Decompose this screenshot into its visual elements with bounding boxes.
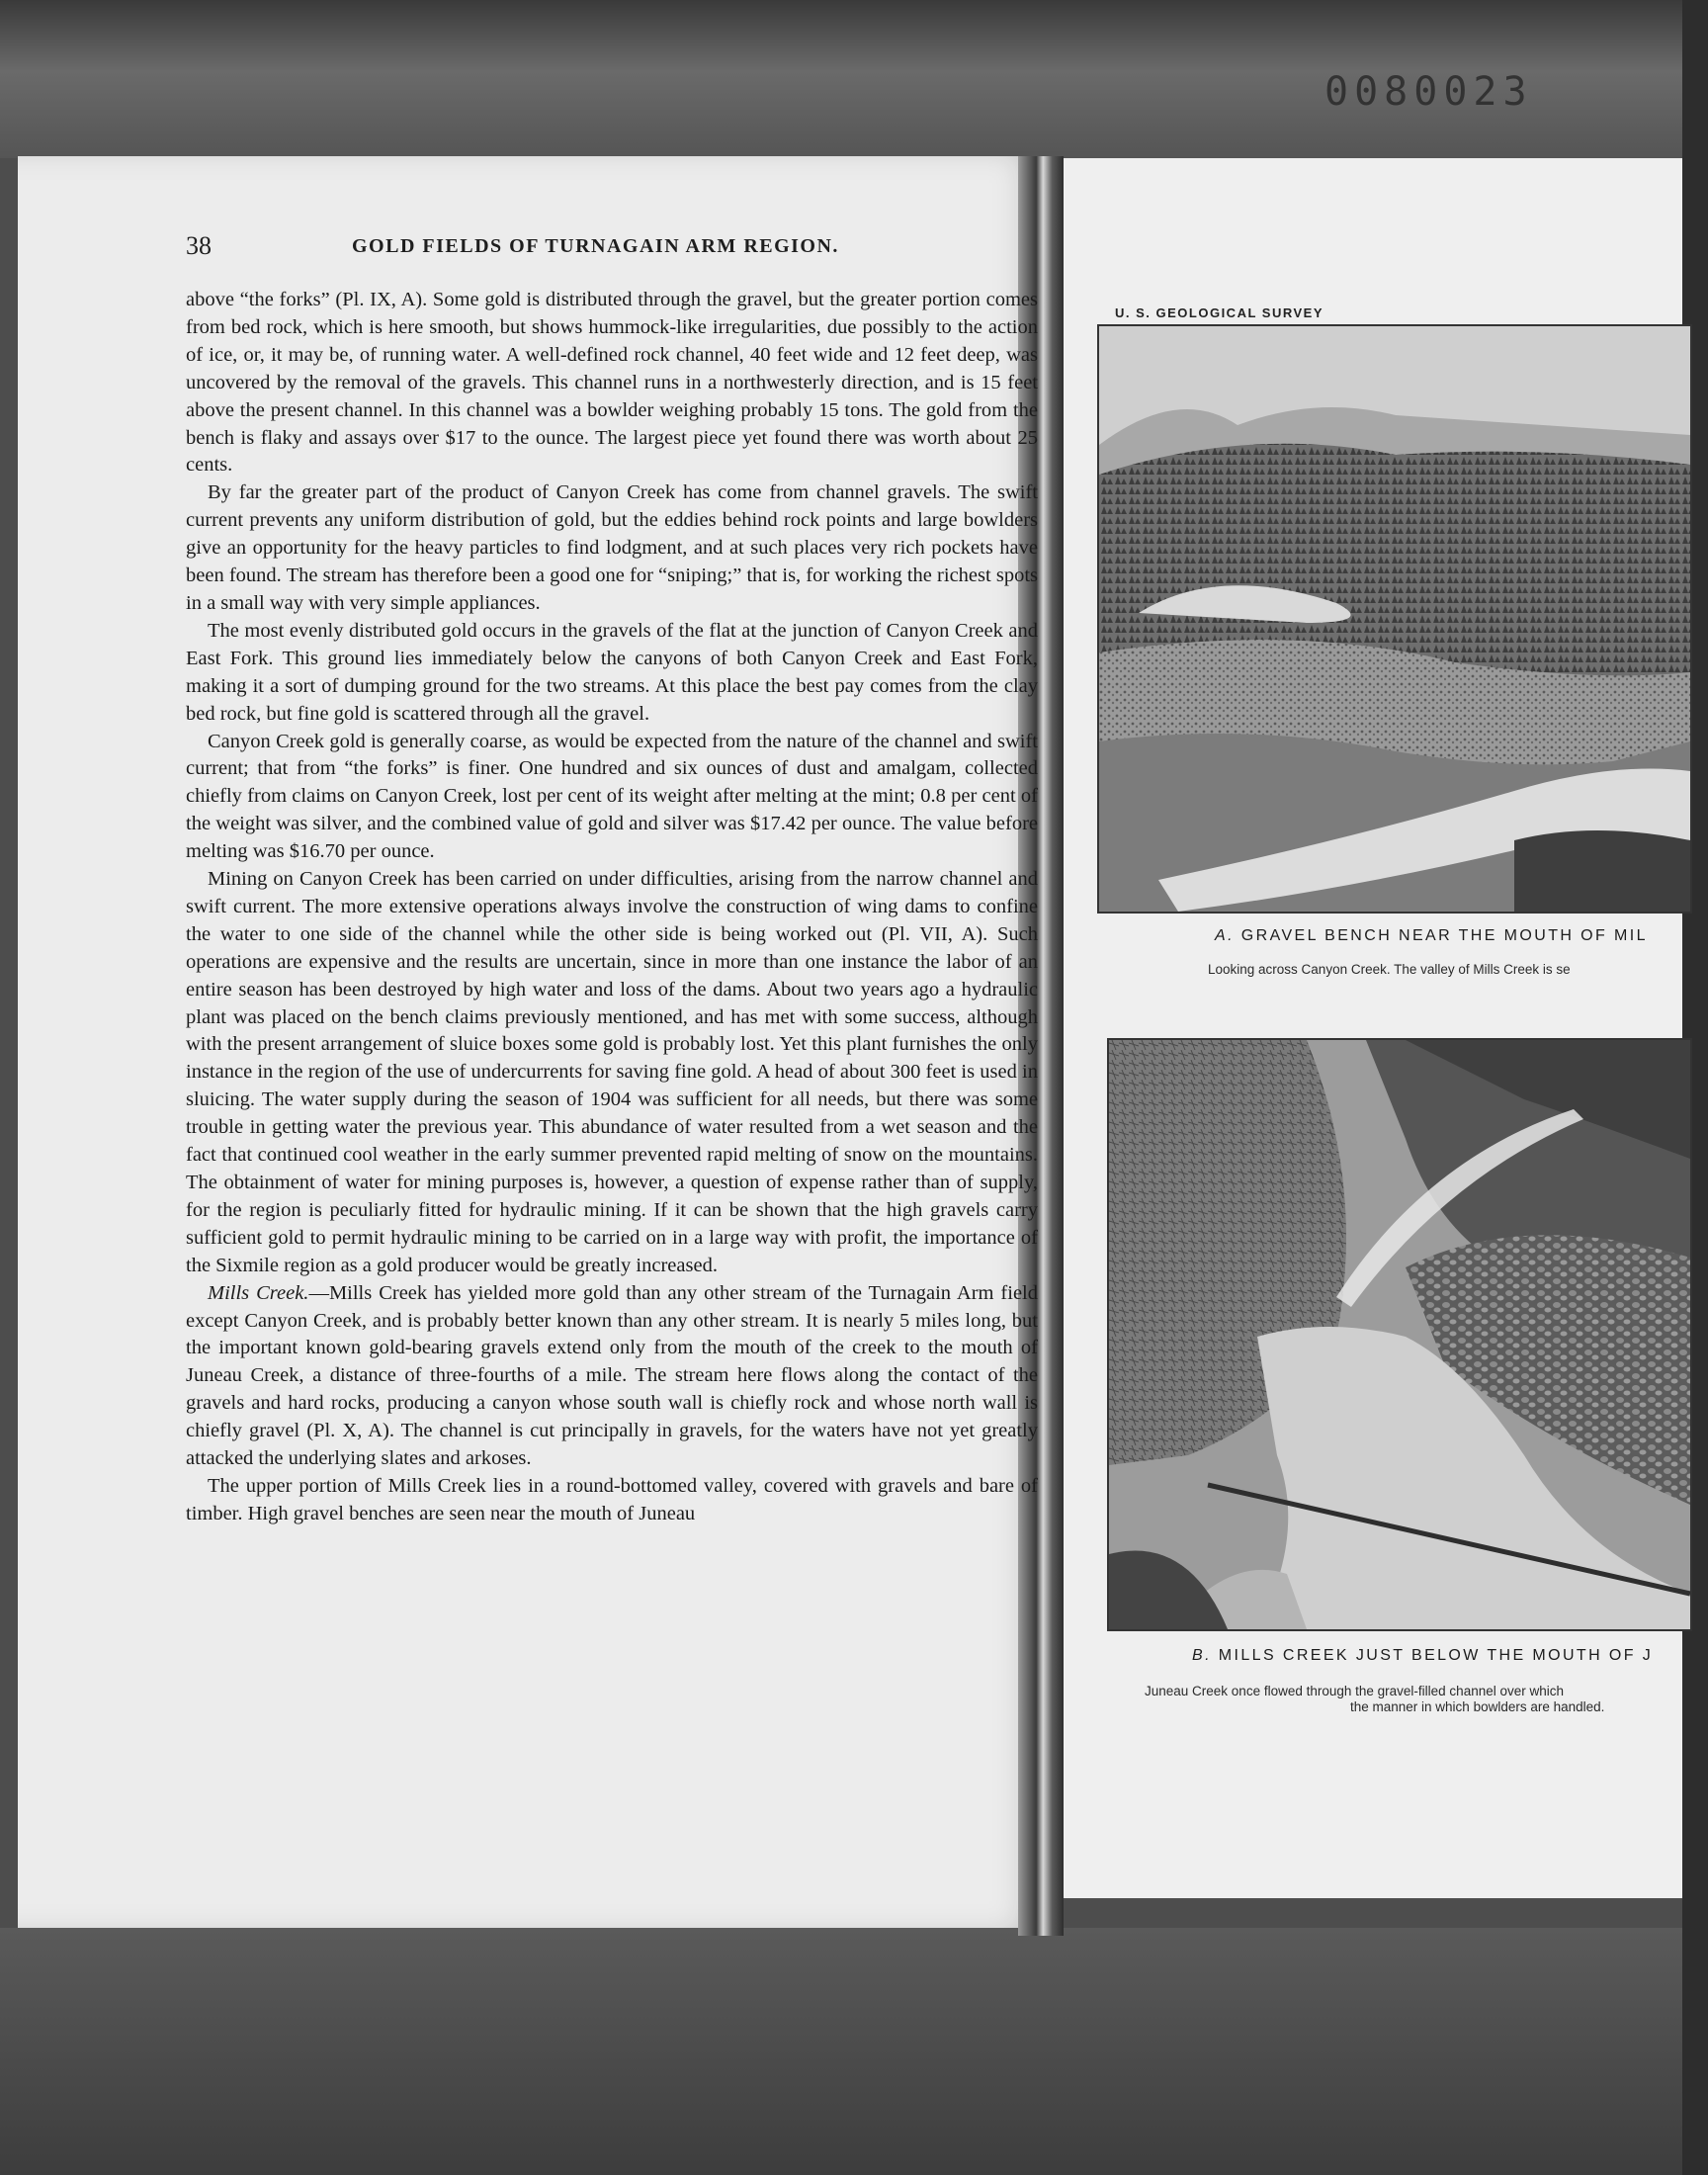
paragraph: By far the greater part of the product of Canyon Creek has come from channel gravels. The swift current prevents any uniform distribution of gold, but the eddies behind rock points and large bowlders give an opportunity for the heavy particles to find lodgment, and at such places very rich pockets have been found. The stream has therefore been a good one for “sniping;” that is, for working the richest spots in a small way with very simple appliances. (186, 481, 1038, 614)
section-heading-mills-creek: Mills Creek. (208, 1281, 309, 1304)
archive-stamp: 0080023 (1324, 69, 1533, 115)
plate-b-caption (1192, 1647, 1653, 1665)
plate-a-photo (1097, 324, 1692, 914)
plate-a-subcaption: Looking across Canyon Creek. The valley of Mills Creek is se (1208, 962, 1571, 977)
plate-b-caption-text: MILLS CREEK JUST BELOW THE MOUTH OF J (1218, 1647, 1654, 1664)
paragraph-mills-creek (186, 1280, 1038, 1473)
plate-a-letter: A. (1215, 927, 1235, 944)
paragraph: Canyon Creek gold is generally coarse, as would be expected from the nature of the channel and swift current; that from “the forks” is finer. One hundred and six ounces of dust and amalgam, collected chiefly from claims on Canyon Creek, lost per cent of its weight after melting at the mint; 0.8 per cent of the weight was silver, and the combined value of gold and silver was $17.42 per ounce. The value before melting was $16.70 per ounce. (186, 730, 1038, 863)
plate-b-subcaption-line2: the manner in which bowlders are handled. (1350, 1699, 1605, 1714)
body-text (186, 287, 1038, 1528)
plate-b-photo (1107, 1038, 1692, 1631)
paragraph: Mining on Canyon Creek has been carried on under difficulties, arising from the narrow channel and swift current. The more extensive operations always involve the construction of wing dams to confine the water to one side of the channel while the other side is being worked out (Pl. VII, A). Such operations are expensive and the results are uncertain, since in more than one instance the labor of an entire season has been destroyed by high water and loss of the dams. About two years ago a hydraulic plant was placed on the bench claims previously mentioned, and has met with some success, although with the present arrangement of sluice boxes some gold is probably lost. Yet this plant furnishes the only instance in the region of the use of undercurrents for saving fine gold. A head of about 300 feet is used in sluicing. The water supply during the season of 1904 was sufficient for all needs, but there was some trouble in getting water the previous year. This abundance of water resulted from a wet season and the fact that continued cool weather in the early summer prevented rapid melting of snow on the mountains. The obtainment of water for mining purposes is, however, a question of expense rather than of supply, for the region is peculiarly fitted for hydraulic mining. If it can be shown that the high gravels carry sufficient gold to permit hydraulic mining to be carried on in a large way with profit, the importance of the Sixmile region as a gold producer would be greatly increased. (186, 868, 1038, 1276)
plate-b-subcaption-line1: Juneau Creek once flowed through the gravel-filled channel over which (1145, 1684, 1565, 1698)
running-head (186, 231, 1056, 271)
paragraph: The most evenly distributed gold occurs in the gravels of the flat at the junction of Canyon Creek and East Fork. This ground lies immediately below the canyons of both Canyon Creek and East Fork, making it a sort of dumping ground for the two streams. At this place the best pay comes from the clay bed rock, but fine gold is scattered through all the gravel. (186, 619, 1038, 725)
plate-a-caption-text: GRAVEL BENCH NEAR THE MOUTH OF MIL (1240, 927, 1648, 944)
paragraph: above “the forks” (Pl. IX, A). Some gold is distributed through the gravel, but the greater portion comes from bed rock, which is here smooth, but shows hummock-like irregularities, due possibly to the action of ice, or, it may be, of running water. A well-defined rock channel, 40 feet wide and 12 feet deep, was uncovered by the removal of the gravels. This channel runs in a northwesterly direction, and is 15 feet above the present channel. In this channel was a bowlder weighing probably 15 tons. The gold from the bench is flaky and assays over $17 to the ounce. The largest piece yet found there was worth about 25 cents. (186, 289, 1038, 477)
scan-background-bottom (0, 1928, 1708, 2175)
paragraph: The upper portion of Mills Creek lies in a round-bottomed valley, covered with gravels and bare of timber. High gravel benches are seen near the mouth of Juneau (186, 1474, 1038, 1524)
mills-creek-text: —Mills Creek has yielded more gold than any other stream of the Turnagain Arm field except Canyon Creek, and is probably better known than any other stream. It is nearly 5 miles long, but the important known gold-bearing gravels extend only from the mouth of the creek to the mouth of Juneau Creek, a distance of three-fourths of a mile. The stream here flows along the contact of the gravels and hard rocks, producing a canyon whose south wall is chiefly rock and whose north wall is chiefly gravel (Pl. X, A). The channel is cut principally in gravels, for the waters have not yet greatly attacked the underlying slates and arkoses. (186, 1281, 1039, 1470)
running-title: GOLD FIELDS OF TURNAGAIN ARM REGION. (352, 235, 839, 257)
plate-a-caption (1215, 927, 1648, 945)
survey-label: U. S. GEOLOGICAL SURVEY (1115, 305, 1324, 320)
plate-b-letter: B. (1192, 1647, 1212, 1664)
page-number: 38 (186, 231, 212, 260)
